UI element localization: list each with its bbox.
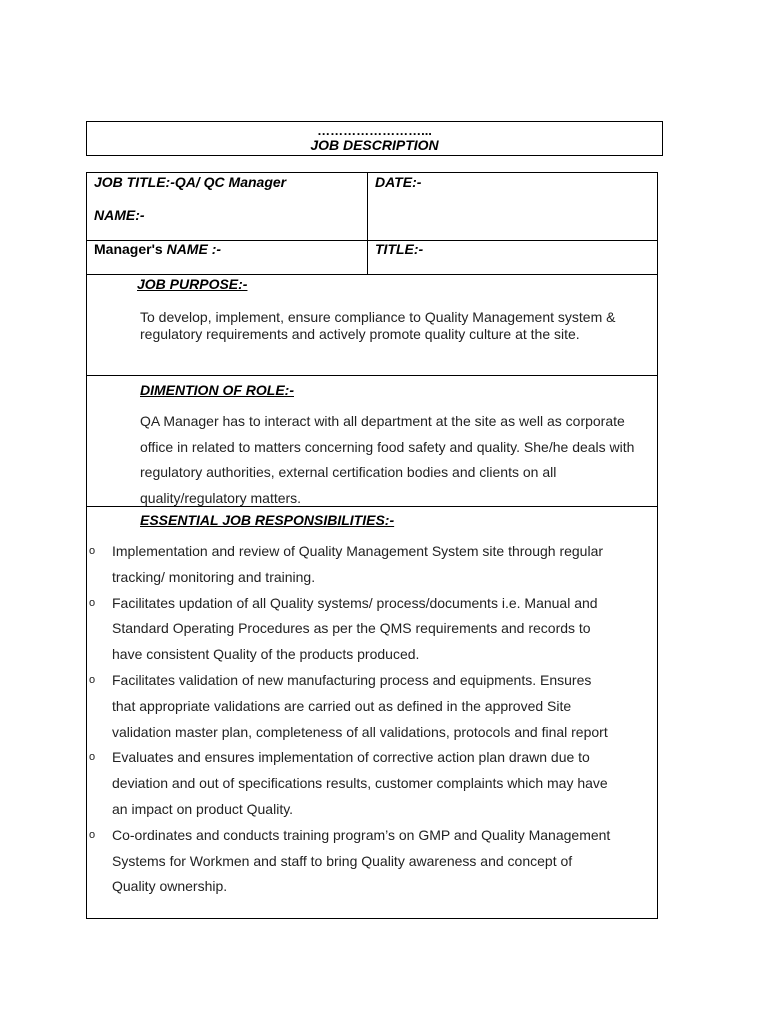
document-title: JOB DESCRIPTION: [310, 137, 439, 153]
document-header: [86, 121, 663, 156]
list-item: [85, 745, 615, 822]
list-item: [85, 591, 615, 668]
list-item-text: Facilitates updation of all Quality systems/ process/documents i.e. Manual and Standard Operating Procedures as per the QMS requirements and records to have consistent Quality of the products produced.: [112, 594, 598, 663]
date-field: DATE:-: [375, 174, 422, 190]
dimension-of-role-heading: DIMENTION OF ROLE:-: [140, 382, 294, 398]
responsibilities-list: [85, 539, 615, 900]
bullet-icon: o: [89, 751, 96, 764]
bullet-icon: o: [89, 673, 96, 686]
job-purpose-heading: JOB PURPOSE:-: [137, 276, 248, 292]
title-field: TITLE:-: [375, 241, 424, 257]
name-field: NAME:-: [94, 207, 145, 223]
header-dots: ……………………...: [317, 123, 432, 138]
list-item-text: Co-ordinates and conducts training program’s on GMP and Quality Management Systems for Workmen and staff to bring Quality awareness and concept of Quality ownership.: [112, 826, 611, 895]
list-item: [85, 668, 615, 745]
dimension-of-role-text: QA Manager has to interact with all department at the site as well as corporate office in related to matters concerning food safety and quality. She/he deals with regulatory authorities, external certification bodies and clients on all quality/regulatory matters.: [140, 413, 635, 506]
manager-name-field: [94, 241, 221, 257]
responsibilities-heading: ESSENTIAL JOB RESPONSIBILITIES:-: [140, 512, 395, 528]
list-item: [85, 539, 615, 591]
list-item-text: Implementation and review of Quality Management System site through regular tracking/ monitoring and training.: [112, 543, 604, 585]
manager-name-label: NAME :-: [166, 241, 222, 257]
list-item-text: Evaluates and ensures implementation of corrective action plan drawn due to deviation and out of specifications results, customer complaints which may have an impact on product Quality.: [112, 749, 608, 817]
row-divider: [87, 375, 657, 376]
list-item-text: Facilitates validation of new manufacturing process and equipments. Ensures that appropriate validations are carried out as defined in the approved Site validation master plan, completeness of all validations, protocols and final report: [112, 671, 608, 740]
column-divider: [367, 173, 368, 275]
job-purpose-text: To develop, implement, ensure compliance to Quality Management system & regulatory requirements and actively promote quality culture at the site.: [140, 309, 616, 342]
bullet-icon: o: [89, 545, 96, 557]
job-title-field: JOB TITLE:-QA/ QC Manager: [94, 174, 287, 190]
bullet-icon: o: [89, 828, 96, 841]
bullet-icon: o: [89, 596, 96, 609]
list-item: [85, 823, 615, 900]
manager-prefix: Manager's: [94, 241, 163, 257]
row-divider: [87, 274, 657, 275]
